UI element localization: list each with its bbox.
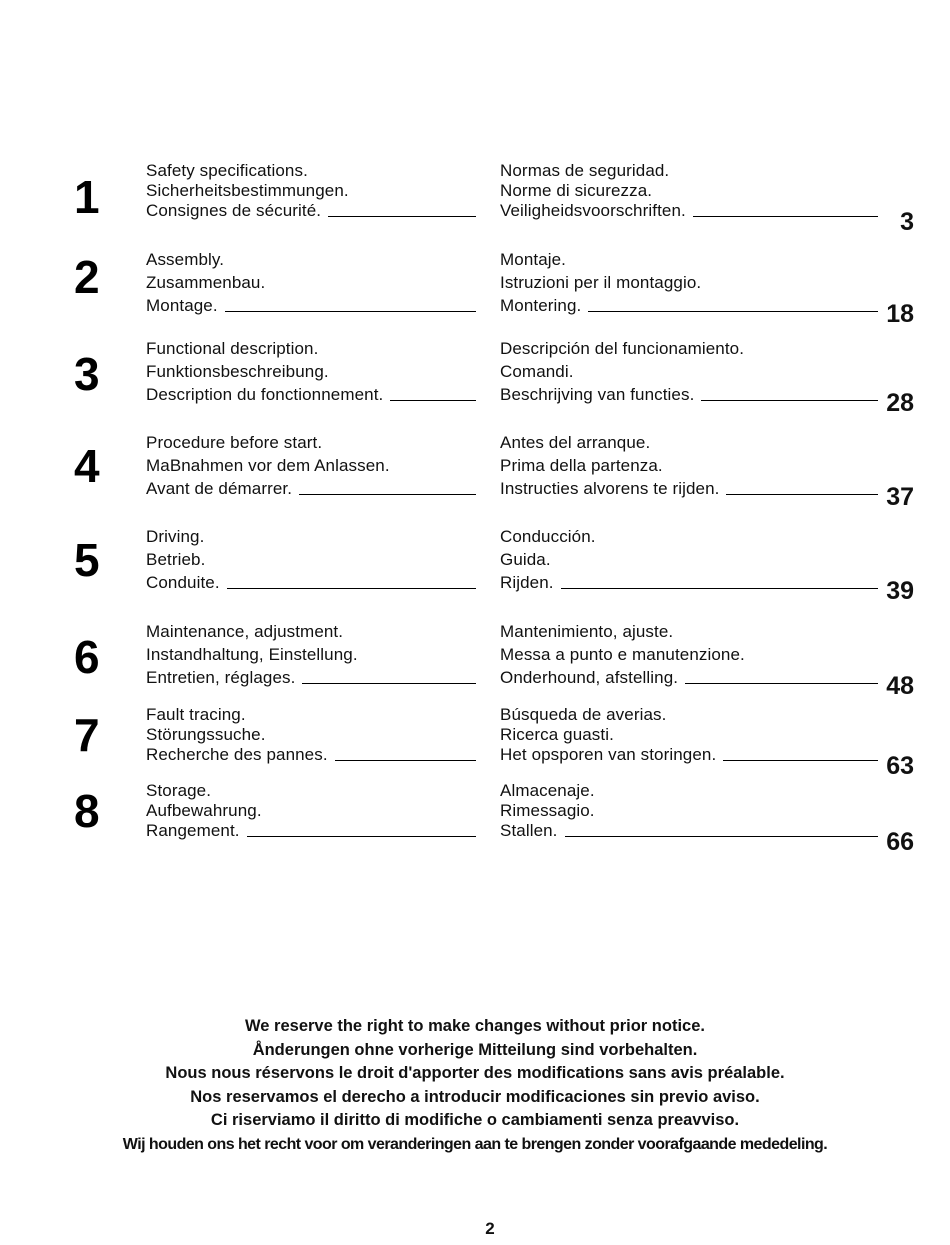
section-title: Betrieb. — [146, 550, 206, 569]
section-title: Messa a punto e manutenzione. — [500, 645, 745, 664]
section-titles-right — [500, 620, 878, 689]
section-titles-right — [500, 431, 878, 500]
leader-line — [227, 588, 476, 589]
page-reference: 63 — [886, 752, 914, 780]
section-title: Normas de seguridad. — [500, 161, 670, 180]
notice-line-de: Ånderungen ohne vorherige Mitteilung sind vorbehalten. — [252, 1040, 698, 1059]
page-reference: 3 — [900, 208, 914, 236]
leader-line — [561, 588, 878, 589]
section-number: 6 — [74, 631, 100, 683]
section-number: 3 — [74, 348, 100, 400]
section-titles-right — [500, 337, 878, 406]
section-titles-left — [146, 431, 476, 500]
section-title: Conduite. — [146, 573, 220, 592]
page-reference: 28 — [886, 389, 914, 417]
leader-line — [693, 216, 878, 217]
leader-line — [701, 400, 878, 401]
notice-line-es: Nos reservamos el derecho a introducir modificaciones sin previo aviso. — [190, 1087, 760, 1106]
notice-line-fr: Nous nous réservons le droit d'apporter des modifications sans avis préalable. — [165, 1064, 785, 1082]
section-title: Safety specifications. — [146, 161, 308, 180]
section-title: Descripción del funcionamiento. — [500, 339, 745, 358]
section-title: Störungssuche. — [146, 725, 266, 744]
section-title: Montage. — [146, 296, 218, 315]
section-title: Almacenaje. — [500, 781, 595, 800]
section-title: Fault tracing. — [146, 705, 246, 724]
section-title: Instandhaltung, Einstellung. — [146, 645, 358, 664]
section-number: 4 — [74, 440, 100, 492]
section-titles-right — [500, 248, 878, 317]
section-title: Antes del arranque. — [500, 433, 651, 452]
page-reference: 37 — [886, 483, 914, 511]
section-titles-right — [500, 162, 878, 222]
section-title: Avant de démarrer. — [146, 479, 293, 498]
leader-line — [685, 683, 878, 684]
section-title: Stallen. — [500, 821, 558, 840]
section-title: Ricerca guasti. — [500, 725, 614, 744]
notice-line-en: We reserve the right to make changes without prior notice. — [245, 1017, 705, 1035]
leader-line — [225, 311, 476, 312]
page-number: 2 — [485, 1219, 495, 1238]
section-number: 5 — [74, 534, 100, 586]
section-title: Aufbewahrung. — [146, 801, 262, 820]
section-title: Instructies alvorens te rijden. — [500, 479, 720, 498]
section-title: Conducción. — [500, 527, 596, 546]
section-title: MaBnahmen vor dem Anlassen. — [146, 456, 390, 475]
section-titles-left — [146, 162, 476, 222]
section-title: Istruzioni per il montaggio. — [500, 273, 702, 292]
section-titles-left — [146, 337, 476, 406]
section-title: Rimessagio. — [500, 801, 595, 820]
leader-line — [335, 760, 476, 761]
leader-line — [588, 311, 878, 312]
leader-line — [328, 216, 476, 217]
section-title: Rangement. — [146, 821, 240, 840]
section-title: Zusammenbau. — [146, 273, 266, 292]
leader-line — [565, 836, 878, 837]
page-reference: 48 — [886, 672, 914, 700]
section-title: Functional description. — [146, 339, 319, 358]
section-title: Norme di sicurezza. — [500, 181, 653, 200]
leader-line — [247, 836, 476, 837]
section-title: Het opsporen van storingen. — [500, 745, 717, 764]
page-reference: 18 — [886, 300, 914, 328]
section-title: Storage. — [146, 781, 212, 800]
section-title: Sicherheitsbestimmungen. — [146, 181, 349, 200]
section-title: Maintenance, adjustment. — [146, 622, 344, 641]
section-title: Rijden. — [500, 573, 554, 592]
section-number: 2 — [74, 251, 100, 303]
section-title: Procedure before start. — [146, 433, 323, 452]
section-titles-left — [146, 620, 476, 689]
section-title: Mantenimiento, ajuste. — [500, 622, 674, 641]
page-reference: 39 — [886, 577, 914, 605]
section-title: Montaje. — [500, 250, 567, 269]
section-title: Beschrijving van functies. — [500, 385, 695, 404]
section-titles-right — [500, 525, 878, 594]
section-title: Description du fonctionnement. — [146, 385, 384, 404]
section-title: Veiligheidsvoorschriften. — [500, 201, 686, 220]
section-title: Funktionsbeschreibung. — [146, 362, 329, 381]
section-titles-right — [500, 782, 878, 842]
leader-line — [723, 760, 878, 761]
section-title: Assembly. — [146, 250, 225, 269]
section-titles-left — [146, 706, 476, 766]
section-title: Driving. — [146, 527, 205, 546]
notice-line-nl: Wij houden ons het recht voor om veranderingen aan te brengen zonder voorafgaande mededeling. — [122, 1135, 828, 1153]
section-number: 1 — [74, 171, 100, 223]
leader-line — [726, 494, 878, 495]
leader-line — [390, 400, 476, 401]
section-titles-right — [500, 706, 878, 766]
section-titles-left — [146, 525, 476, 594]
page-reference: 66 — [886, 828, 914, 856]
section-title: Búsqueda de averias. — [500, 705, 667, 724]
section-title: Recherche des pannes. — [146, 745, 328, 764]
section-titles-left — [146, 248, 476, 317]
disclaimer-notice — [0, 1015, 950, 1156]
leader-line — [299, 494, 476, 495]
section-title: Prima della partenza. — [500, 456, 663, 475]
section-title: Consignes de sécurité. — [146, 201, 322, 220]
section-number: 7 — [74, 709, 100, 761]
section-title: Comandi. — [500, 362, 574, 381]
section-title: Onderhound, afstelling. — [500, 668, 679, 687]
leader-line — [302, 683, 476, 684]
notice-line-it: Ci riserviamo il diritto di modifiche o cambiamenti senza preavviso. — [210, 1111, 740, 1129]
section-title: Guida. — [500, 550, 551, 569]
section-title: Montering. — [500, 296, 582, 315]
section-title: Entretien, réglages. — [146, 668, 296, 687]
section-titles-left — [146, 782, 476, 842]
section-number: 8 — [74, 785, 100, 837]
